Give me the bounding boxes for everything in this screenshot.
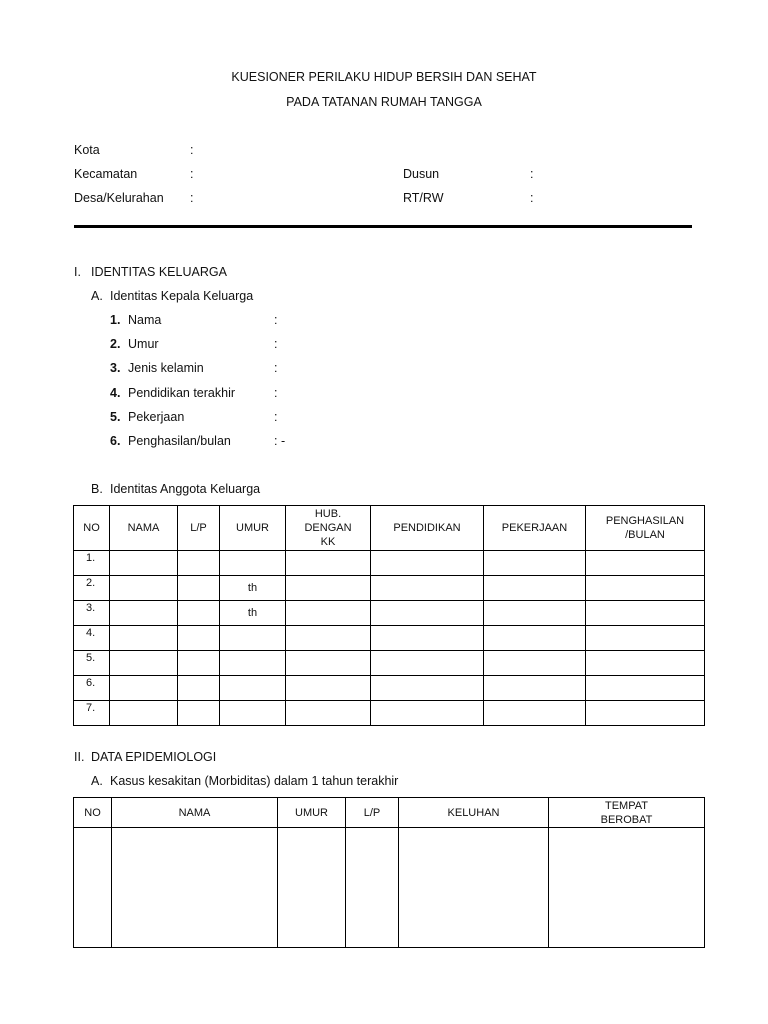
kk-item-value[interactable]: :: [274, 337, 278, 352]
kk-item-number: 4.: [110, 385, 121, 400]
m-cell-lp[interactable]: [346, 828, 399, 948]
kk-item-label: Penghasilan/bulan: [128, 434, 231, 448]
cell-lp[interactable]: [178, 651, 220, 676]
cell-nama[interactable]: [110, 701, 178, 726]
header-hub-line2: DENGAN: [304, 522, 352, 534]
cell-umur[interactable]: [220, 651, 286, 676]
kk-item-value[interactable]: :: [274, 361, 278, 376]
cell-pekerjaan[interactable]: [484, 601, 586, 626]
cell-nama[interactable]: [110, 676, 178, 701]
label-kota: Kota: [74, 143, 100, 157]
header-nama: NAMA: [110, 506, 178, 551]
cell-pekerjaan[interactable]: [484, 626, 586, 651]
section1-numeral: I.: [74, 265, 81, 279]
cell-umur[interactable]: th: [220, 576, 286, 601]
cell-pendidikan[interactable]: [371, 576, 484, 601]
section1-title: IDENTITAS KELUARGA: [91, 265, 227, 279]
cell-pendidikan[interactable]: [371, 601, 484, 626]
cell-penghasilan[interactable]: [586, 626, 705, 651]
cell-pekerjaan[interactable]: [484, 576, 586, 601]
cell-pekerjaan[interactable]: [484, 701, 586, 726]
colon-kota: :: [190, 143, 194, 157]
kk-item-value[interactable]: :: [274, 385, 278, 400]
kk-item-label: Nama: [128, 313, 162, 327]
section2-numeral: II.: [74, 750, 85, 764]
cell-hub[interactable]: [286, 701, 371, 726]
section1-subB-letter: B.: [91, 482, 103, 496]
cell-pendidikan[interactable]: [371, 626, 484, 651]
label-rtrw: RT/RW: [403, 191, 444, 205]
cell-no: 2.: [74, 576, 110, 601]
cell-hub[interactable]: [286, 626, 371, 651]
cell-lp[interactable]: [178, 601, 220, 626]
m-cell-no[interactable]: [74, 828, 112, 948]
table-row: [74, 551, 705, 576]
section2-title: DATA EPIDEMIOLOGI: [91, 750, 217, 764]
m-header-nama: NAMA: [112, 798, 278, 828]
section1-subA-letter: A.: [91, 289, 103, 303]
table-row: [74, 576, 705, 601]
morbiditas-table: [73, 797, 705, 948]
kk-item-number: 3.: [110, 361, 121, 376]
cell-no: 7.: [74, 701, 110, 726]
cell-pendidikan[interactable]: [371, 676, 484, 701]
colon-dusun: :: [530, 167, 534, 181]
m-cell-umur[interactable]: [278, 828, 346, 948]
table-row: [74, 701, 705, 726]
header-pekerjaan: PEKERJAAN: [484, 506, 586, 551]
cell-pekerjaan[interactable]: [484, 676, 586, 701]
m-header-tempat: [549, 798, 705, 828]
form-title-line2: PADA TATANAN RUMAH TANGGA: [286, 95, 482, 109]
header-no: NO: [74, 506, 110, 551]
kk-item-number: 5.: [110, 409, 121, 424]
cell-umur[interactable]: [220, 701, 286, 726]
header-peng-line1: PENGHASILAN: [605, 515, 685, 527]
cell-hub[interactable]: [286, 576, 371, 601]
m-header-tempat-line1: TEMPAT: [605, 799, 648, 812]
cell-hub[interactable]: [286, 676, 371, 701]
form-title-line1: KUESIONER PERILAKU HIDUP BERSIH DAN SEHAT: [231, 70, 537, 84]
cell-lp[interactable]: [178, 551, 220, 576]
cell-pendidikan[interactable]: [371, 701, 484, 726]
cell-nama[interactable]: [110, 626, 178, 651]
m-header-umur: UMUR: [278, 798, 346, 828]
cell-penghasilan[interactable]: [586, 551, 705, 576]
kk-item-label: Pekerjaan: [128, 409, 185, 424]
header-penghasilan: [586, 506, 705, 551]
cell-lp[interactable]: [178, 576, 220, 601]
cell-no: 6.: [74, 676, 110, 701]
table-row: [74, 676, 705, 701]
m-header-lp: L/P: [346, 798, 399, 828]
cell-penghasilan[interactable]: [586, 576, 705, 601]
section2-subA-letter: A.: [91, 774, 103, 788]
cell-no: 1.: [74, 551, 110, 576]
cell-pekerjaan[interactable]: [484, 551, 586, 576]
section1-subB-title: Identitas Anggota Keluarga: [110, 482, 261, 496]
cell-penghasilan[interactable]: [586, 601, 705, 626]
kk-item-value[interactable]: :: [274, 409, 278, 424]
kk-item-label: Jenis kelamin: [128, 361, 204, 376]
table-row: [74, 601, 705, 626]
m-cell-keluhan[interactable]: [399, 828, 549, 948]
section2-subA-title: Kasus kesakitan (Morbiditas) dalam 1 tahun terakhir: [110, 774, 399, 788]
cell-penghasilan[interactable]: [586, 676, 705, 701]
table-row: [74, 651, 705, 676]
m-cell-nama[interactable]: [112, 828, 278, 948]
cell-hub[interactable]: [286, 551, 371, 576]
cell-penghasilan[interactable]: [586, 651, 705, 676]
cell-umur[interactable]: [220, 626, 286, 651]
header-peng-line2: /BULAN: [625, 529, 665, 541]
cell-no: 4.: [74, 626, 110, 651]
header-hub-line1: HUB.: [314, 508, 342, 520]
m-header-no: NO: [74, 798, 112, 828]
cell-penghasilan[interactable]: [586, 701, 705, 726]
m-header-keluhan: KELUHAN: [399, 798, 549, 828]
header-pendidikan: PENDIDIKAN: [371, 506, 484, 551]
cell-lp[interactable]: [178, 676, 220, 701]
m-cell-tempat[interactable]: [549, 828, 705, 948]
cell-nama[interactable]: [110, 576, 178, 601]
anggota-keluarga-table: [73, 505, 705, 726]
section1-subA-title: Identitas Kepala Keluarga: [110, 289, 254, 303]
cell-umur[interactable]: [220, 551, 286, 576]
colon-rtrw: :: [530, 191, 534, 205]
colon-kecamatan: :: [190, 167, 194, 181]
cell-nama[interactable]: [110, 551, 178, 576]
header-hub-kk: [286, 506, 371, 551]
cell-pendidikan[interactable]: [371, 651, 484, 676]
cell-no: 3.: [74, 601, 110, 626]
label-desa: Desa/Kelurahan: [74, 191, 164, 205]
label-kecamatan: Kecamatan: [74, 167, 138, 181]
kk-item-value[interactable]: : -: [274, 434, 286, 448]
cell-umur[interactable]: th: [220, 601, 286, 626]
table-row: [74, 626, 705, 651]
cell-nama[interactable]: [110, 601, 178, 626]
kk-item-number: 1.: [110, 313, 121, 327]
kk-item-value[interactable]: :: [274, 313, 278, 327]
label-dusun: Dusun: [403, 167, 440, 181]
kk-item-label: Umur: [128, 337, 159, 352]
header-divider: [74, 225, 692, 228]
kk-item-number: 2.: [110, 337, 121, 352]
cell-lp[interactable]: [178, 626, 220, 651]
cell-umur[interactable]: [220, 676, 286, 701]
header-umur: UMUR: [220, 506, 286, 551]
header-hub-line3: KK: [320, 536, 336, 548]
kk-item-label: Pendidikan terakhir: [128, 385, 236, 400]
cell-lp[interactable]: [178, 701, 220, 726]
cell-hub[interactable]: [286, 601, 371, 626]
cell-pendidikan[interactable]: [371, 551, 484, 576]
header-lp: L/P: [178, 506, 220, 551]
m-header-tempat-line2: BEROBAT: [600, 813, 653, 826]
kk-item-number: 6.: [110, 434, 121, 448]
cell-hub[interactable]: [286, 651, 371, 676]
cell-pekerjaan[interactable]: [484, 651, 586, 676]
colon-desa: :: [190, 191, 194, 205]
cell-nama[interactable]: [110, 651, 178, 676]
cell-no: 5.: [74, 651, 110, 676]
